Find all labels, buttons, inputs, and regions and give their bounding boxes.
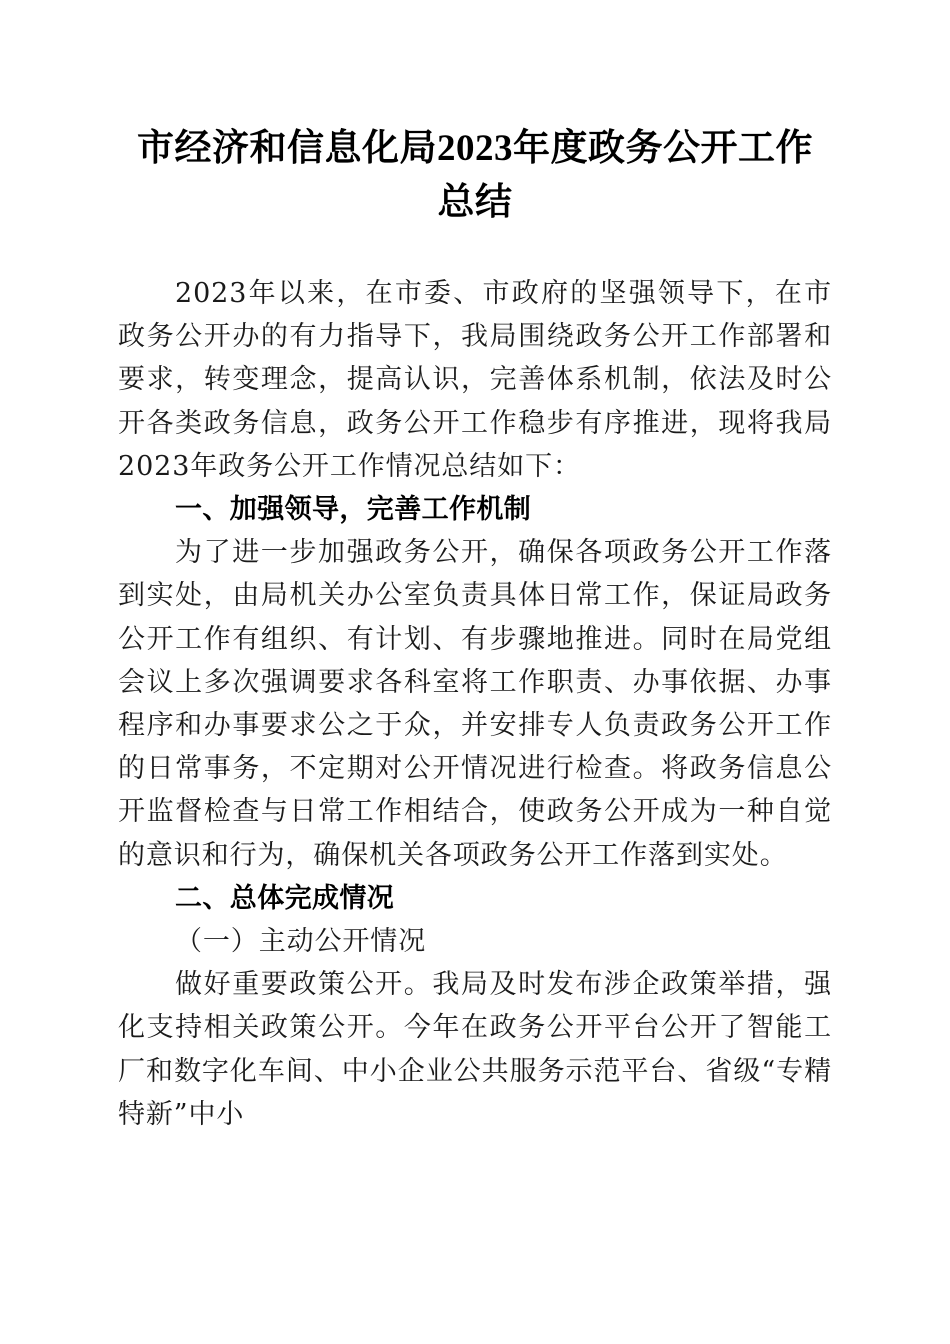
paragraph-intro: 2023年以来，在市委、市政府的坚强领导下，在市政务公开办的有力指导下，我局围绕政务公开工作部署和要求，转变理念，提高认识，完善体系机制，依法及时公开各类政务信息，政务公开工作稳步有序推进，现将我局2023年政务公开工作情况总结如下： xyxy=(118,278,832,482)
page-title: 市经济和信息化局2023年度政务公开工作总结 xyxy=(137,128,813,223)
subsection-heading-2-1: （一）主动公开情况 xyxy=(175,926,427,958)
section-heading-1: 一、加强领导，完善工作机制 xyxy=(175,494,532,525)
paragraph-subsection-2-1-body: 做好重要政策公开。我局及时发布涉企政策举措，强化支持相关政策公开。今年在政务公开平台公开了智能工厂和数字化车间、中小企业公共服务示范平台、省级“专精特新”中小 xyxy=(118,969,832,1130)
section-heading-2: 二、总体完成情况 xyxy=(175,882,395,913)
document-body xyxy=(118,272,832,1136)
paragraph-section-1-body: 为了进一步加强政务公开，确保各项政务公开工作落到实处，由局机关办公室负责具体日常工作，保证局政务公开工作有组织、有计划、有步骤地推进。同时在局党组会议上多次强调要求各科室将工作职责、办事依据、办事程序和办事要求公之于众，并安排专人负责政务公开工作的日常事务，不定期对公开情况进行检查。将政务信息公开监督检查与日常工作相结合，使政务公开成为一种自觉的意识和行为，确保机关各项政务公开工作落到实处。 xyxy=(118,537,832,871)
